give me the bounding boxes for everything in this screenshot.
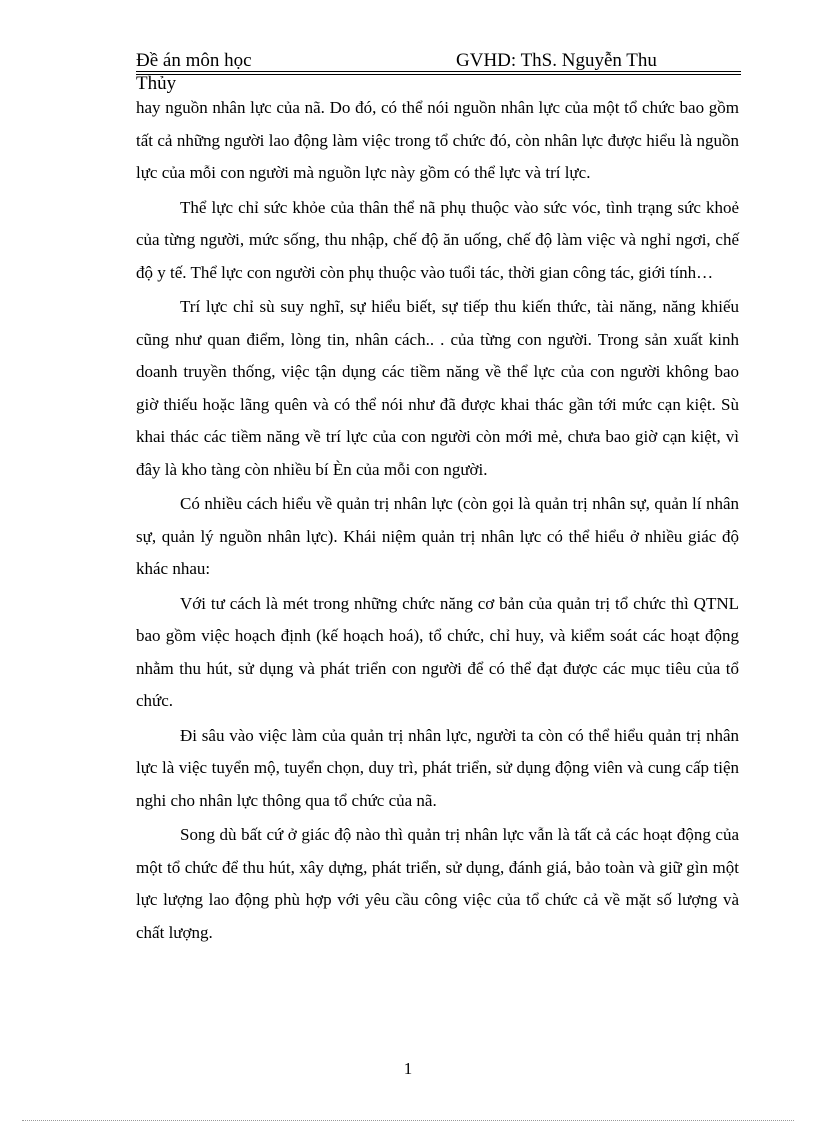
header-rule-top	[136, 71, 741, 72]
page-number: 1	[403, 1059, 413, 1078]
paragraph-hrm-definitions: Có nhiều cách hiểu về quản trị nhân lực (còn gọi là quản trị nhân sự, quản lí nhân sự, quản lý nguồn nhân lực). Khái niệm quản trị nhân lực có thể hiểu ở nhiều giác độ khác nhau:	[136, 494, 739, 578]
header-course-title: Đề án môn học	[136, 50, 252, 71]
paragraph-intellectual-strength: Trí lực chỉ sù suy nghĩ, sự hiểu biết, sự tiếp thu kiến thức, tài năng, năng khiếu cũng như quan điểm, lòng tin, nhân cách.. . của từng con người. Trong sản xuất kinh doanh truyền thống, việc tận dụng các tiềm năng về thể lực của con người không bao giờ thiếu hoặc lãng quên và có thể nói như đã được khai thác gần tới mức cạn kiệt. Sù khai thác các tiềm năng về trí lực của con người còn mới mẻ, chưa bao giờ cạn kiệt, vì đây là kho tàng còn nhiều bí Èn của mỗi con người.	[136, 297, 739, 479]
paragraph-hrm-work: Đi sâu vào việc làm của quản trị nhân lực, người ta còn có thể hiểu quản trị nhân lực là việc tuyển mộ, tuyển chọn, duy trì, phát triển, sử dụng động viên và cung cấp tiện nghi cho nhân lực thông qua tổ chức của nã.	[136, 725, 739, 810]
page-break-line	[22, 1120, 794, 1121]
document-body	[136, 92, 739, 951]
paragraph-hrm-summary: Song dù bất cứ ở giác độ nào thì quản trị nhân lực vẫn là tất cả các hoạt động của một tổ chức để thu hút, xây dựng, phát triển, sử dụng, đánh giá, bảo toàn và giữ gìn một lực lượng lao động phù hợp với yêu cầu công việc của tổ chức cả về mặt số lượng và chất lượng.	[136, 825, 739, 942]
paragraph-continued: hay nguồn nhân lực của nã. Do đó, có thể nói nguồn nhân lực của một tổ chức bao gồm tất cả những người lao động làm việc trong tổ chức đó, còn nhân lực được hiểu là nguồn lực của mỗi con người mà nguồn lực này gồm có thể lực và trí lực.	[136, 98, 739, 182]
paragraph-physical-strength: Thể lực chỉ sức khỏe của thân thể nã phụ thuộc vào sức vóc, tình trạng sức khoẻ của từng người, mức sống, thu nhập, chế độ ăn uống, chế độ làm việc và nghỉ ngơi, chế độ y tế. Thể lực con người còn phụ thuộc vào tuổi tác, thời gian công tác, giới tính…	[136, 197, 739, 282]
header-supervisor: GVHD: ThS. Nguyễn Thu	[456, 50, 657, 71]
paragraph-hrm-function: Với tư cách là mét trong những chức năng cơ bản của quản trị tổ chức thì QTNL bao gồm việc hoạch định (kế hoạch hoá), tổ chức, chỉ huy, và kiểm soát các hoạt động nhằm thu hút, sử dụng và phát triển con người để có thể đạt được các mục tiêu của tổ chức.	[136, 593, 739, 710]
header-rule-bottom	[136, 74, 741, 75]
page-header	[136, 48, 741, 92]
header-supervisor-continued: Thủy	[136, 73, 177, 94]
